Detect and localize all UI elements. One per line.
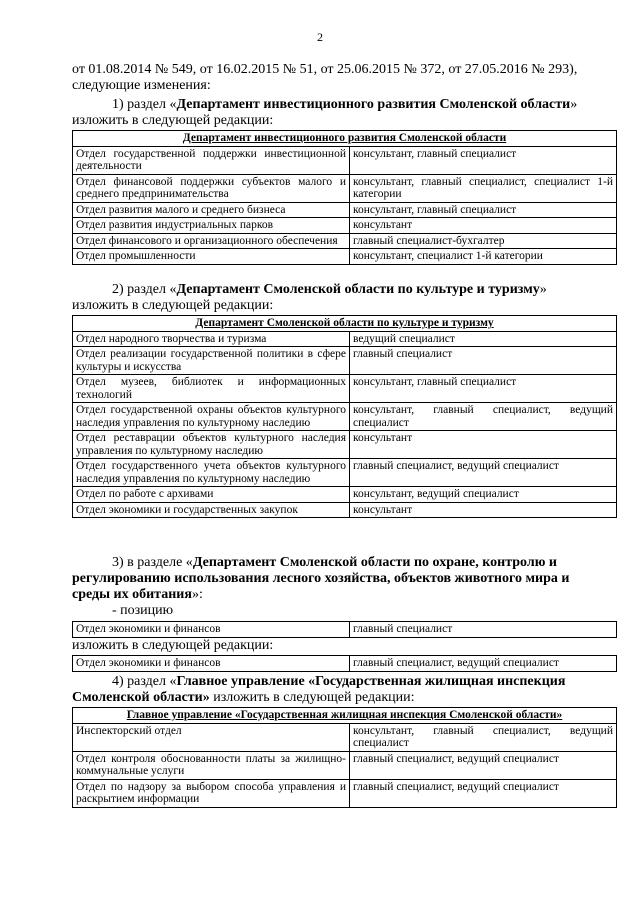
table-row: Отдел по работе с архивами консультант, ведущий специалист: [73, 487, 617, 503]
section-1-redaction: изложить в следующей редакции:: [72, 113, 274, 128]
table-row: Отдел развития малого и среднего бизнеса консультант, главный специалист: [73, 202, 617, 218]
section-3-old-row: [72, 621, 617, 638]
section-1-table: [72, 130, 617, 265]
table-row: Отдел народного творчества и туризма ведущий специалист: [73, 331, 617, 347]
table-row: Отдел государственной поддержки инвестиционной деятельности консультант, главный специалист: [73, 146, 617, 174]
table-row: Отдел государственной охраны объектов культурного наследия управления по культурному наследию консультант, главный специалист, ведущий специалист: [73, 403, 617, 431]
page-number: 2: [317, 30, 323, 44]
intro-line-1: от 01.08.2014 № 549, от 16.02.2015 № 51, от 25.06.2015 № 372, от 27.05.2016 № 293),: [72, 62, 578, 77]
section-2-heading: 2) раздел «Департамент Смоленской области по культуре и туризму»: [112, 282, 547, 297]
table-header: Департамент инвестиционного развития Смоленской области: [73, 131, 617, 147]
section-4-heading-line-2: Смоленской области» изложить в следующей редакции:: [72, 690, 415, 705]
table-row: Отдел финансового и организационного обеспечения главный специалист-бухгалтер: [73, 233, 617, 249]
table-row: Отдел государственного учета объектов культурного наследия управления по культурному наследию главный специалист, ведущий специалист: [73, 459, 617, 487]
table-row: Отдел экономики и финансов главный специалист, ведущий специалист: [73, 656, 617, 672]
section-4-table: [72, 707, 617, 808]
section-3-redaction: изложить в следующей редакции:: [72, 638, 274, 653]
table-row: Отдел развития индустриальных парков консультант: [73, 218, 617, 234]
section-2-redaction: изложить в следующей редакции:: [72, 298, 274, 313]
table-row: Отдел реализации государственной политики в сфере культуры и искусства главный специалист: [73, 347, 617, 375]
section-3-position-label: - позицию: [112, 603, 174, 618]
table-row: Отдел музеев, библиотек и информационных технологий консультант, главный специалист: [73, 375, 617, 403]
table-row: Отдел экономики и финансов главный специалист: [73, 622, 617, 638]
table-row: Отдел экономики и государственных закупок консультант: [73, 502, 617, 518]
table-row: Отдел по надзору за выбором способа управления и раскрытием информации главный специалист, ведущий специалист: [73, 779, 617, 807]
table-header: Главное управление «Государственная жилищная инспекция Смоленской области»: [73, 708, 617, 724]
section-3-new-row: [72, 655, 617, 672]
intro-line-2: следующие изменения:: [72, 78, 211, 93]
section-3-heading-line-3: среды их обитания»:: [72, 587, 203, 602]
table-header: Департамент Смоленской области по культуре и туризму: [73, 316, 617, 332]
section-4-heading-line-1: 4) раздел «Главное управление «Государственная жилищная инспекция: [112, 674, 566, 689]
table-row: Отдел реставрации объектов культурного наследия управления по культурному наследию консультант: [73, 431, 617, 459]
section-3-heading-line-1: 3) в разделе «Департамент Смоленской области по охране, контролю и: [112, 555, 557, 570]
table-row: Отдел контроля обоснованности платы за жилищно-коммунальные услуги главный специалист, ведущий специалист: [73, 751, 617, 779]
section-2-table: [72, 315, 617, 518]
table-row: Отдел промышленности консультант, специалист 1-й категории: [73, 249, 617, 265]
table-row: Инспекторский отдел консультант, главный специалист, ведущий специалист: [73, 723, 617, 751]
table-row: Отдел финансовой поддержки субъектов малого и среднего предпринимательства консультант, главный специалист, специалист 1-й категории: [73, 174, 617, 202]
section-1-heading: 1) раздел «Департамент инвестиционного развития Смоленской области»: [112, 97, 578, 112]
section-3-heading-line-2: регулированию использования лесного хозяйства, объектов животного мира и: [72, 571, 570, 586]
